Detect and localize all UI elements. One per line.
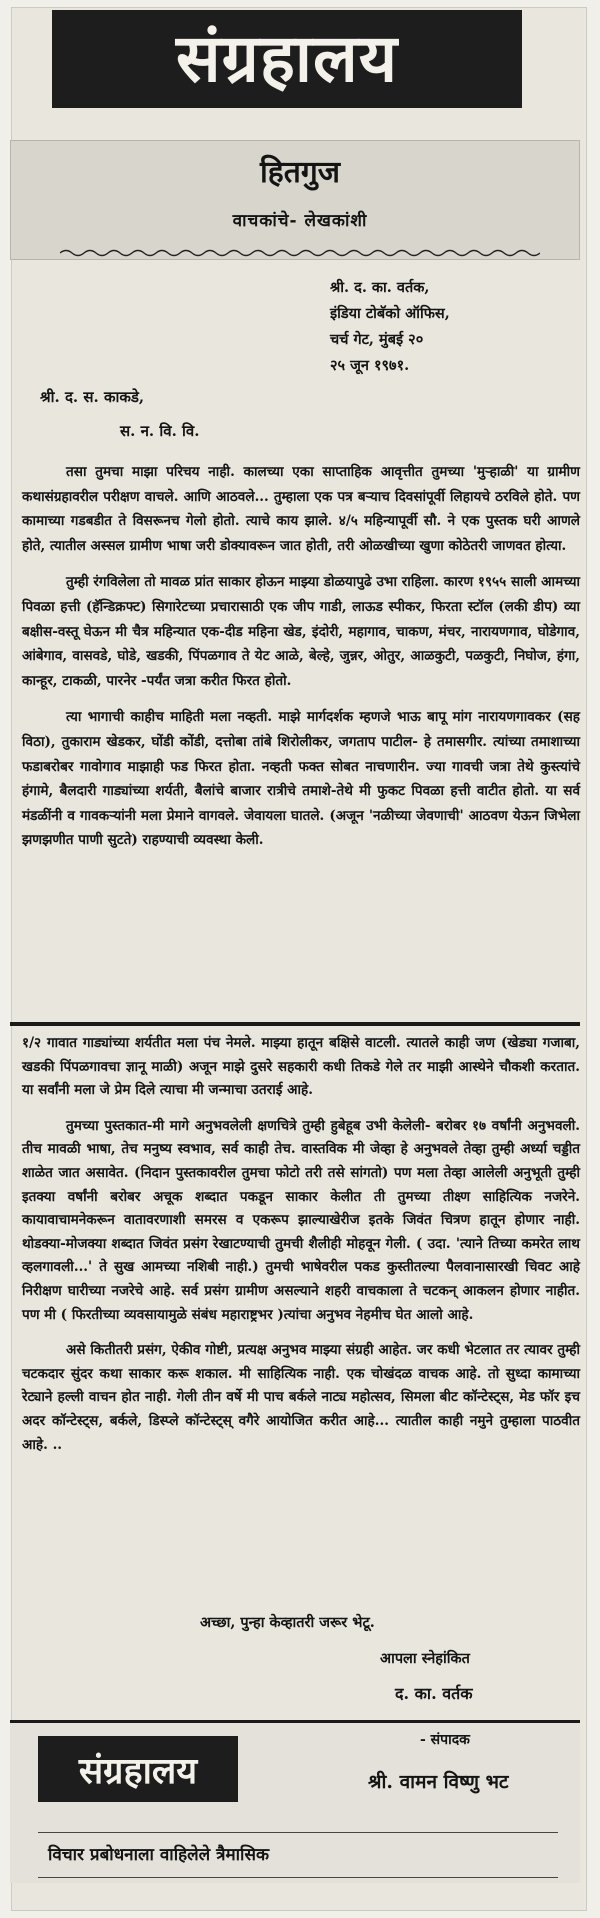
- sender-address: [330, 275, 580, 379]
- letter-paragraph: तुमच्या पुस्तकात-मी मागे अनुभवलेली क्षणचित्रे तुम्ही हुबेहूब उभी केलेली- बरोबर १७ वर्षांनी अनुभवली. तीच मावळी भाषा, तेच मनुष्य स्वभाव, सर्व काही तेच. वास्तविक मी जेव्हा हे अनुभवले तेव्हा तुम्ही अर्ध्या चड्डीत शाळेत जात असावेत. (निदान पुस्तकावरील तुमचा फोटो तरी तसे सांगतो) पण मला तेव्हा आलेली अनुभूती तुम्ही इतक्या वर्षांनी बरोबर अचूक शब्दात पकडून साकार केलीत ती तुमच्या तीक्ष्ण साहित्यिक नजरेने. कायावाचामनेकरून वातावरणाशी समरस व एकरूप झाल्याखेरीज इतके जिवंत चित्रण हातून होणार नाही. थोडक्या-मोजक्या शब्दात जिवंत प्रसंग रेखाटण्याची तुमची शैलीही मोहवून गेली. ( उदा. 'त्याने तिच्या कमरेत लाथ व्हलगावली...' ते सुख आमच्या नशिबी नाही.) तुमची भाषेवरील पकड कुस्तीतल्या पैलवानासारखी चिवट आहे निरीक्षण घारीच्या नजरेचे आहे. सर्व प्रसंग ग्रामीण असल्याने शहरी वाचकाला ते चटकन् आकलन होणार नाहीत. पण मी ( फिरतीच्या व्यवसायामुळे संबंध महाराष्ट्रभर )त्यांचा अनुभव नेहमीच घेत आलो आहे.: [22, 1117, 580, 1323]
- letter-body-part1: [22, 460, 580, 865]
- tagline: विचार प्रबोधनाला वाहिलेले त्रैमासिक: [48, 1845, 270, 1865]
- letter-paragraph: त्या भागाची काहीच माहिती मला नव्हती. माझे मार्गदर्शक म्हणजे भाऊ बापू मांग नारायणगावकर (सह विठा), तुकाराम खेडकर, घोंडी कोंडी, दत्तोबा तांबे शिरोलीकर, जगताप पाटील- हे तमासगीर. त्यांच्या तमाशाच्या फडाबरोबर गावोगाव माझाही फड फिरत होता. नव्हती फक्त सोबत नाचणारीन. ज्या गावची जत्रा तेथे कुस्त्यांचे हंगामे, बैलदारी गाड्यांच्या शर्यती, बैलांचे बाजार रात्रीचे तमाशे-तेथे मी फुकट पिवळा हत्ती वाटीत होतो. या सर्व मंडळींनी व गावकऱ्यांनी मला प्रेमाने वागवले. जेवायला घातले. (अजून 'नळीच्या जेवणाची' आठवण येऊन जिभेला झणझणीत पाणी सुटते) राहण्याची व्यवस्था केली.: [22, 709, 580, 849]
- salutation: [40, 380, 199, 448]
- sender-line: २५ जून १९७१.: [330, 357, 410, 374]
- decorative-wave-divider: [60, 248, 540, 258]
- editor-label: - संपादक: [420, 1732, 470, 1748]
- signature: द. का. वर्तक: [395, 1684, 473, 1703]
- sender-line: श्री. द. का. वर्तक,: [330, 279, 430, 296]
- column-subtitle: वाचकांचे- लेखकांशी: [232, 211, 368, 231]
- recipient-name: श्री. द. स. काकडे,: [40, 388, 145, 406]
- masthead-title: संग्रहालय: [175, 20, 398, 97]
- closing-regards: आपला स्नेहांकित: [380, 1650, 470, 1667]
- sender-line: इंडिया टोबॅको ऑफिस,: [330, 305, 450, 322]
- column-title: हितगुज: [260, 155, 340, 190]
- masthead-logo: [52, 10, 522, 108]
- letter-body-part2: [22, 1032, 580, 1469]
- letter-paragraph: १/२ गावात गाड्यांच्या शर्यतीत मला पंच नेमले. माझ्या हातून बक्षिसे वाटली. त्यातले काही जण (खेड्या गजाबा, खडकी पिंपळगावचा ज्ञानू माळी) अजून माझे दुसरे सहकारी कधी तिकडे गेले तर माझी आस्थेने चौकशी करतात. या सर्वांनी मला जे प्रेम दिले त्याचा मी जन्माचा उतराई आहे.: [22, 1035, 580, 1099]
- letter-paragraph: तुम्ही रंगविलेला तो मावळ प्रांत साकार होऊन माझ्या डोळयापुढे उभा राहिला. कारण १९५५ साली आमच्या पिवळा हत्ती (हॅन्डिक्रफ्ट) सिगारेटच्या प्रचारासाठी एक जीप गाडी, लाऊड स्पीकर, फिरता स्टॉल (लकी डीप) व्या बक्षीस-वस्तू घेऊन मी चैत्र महिन्यात एक-दीड महिना खेड, इंदोरी, महागाव, चाकण, मंचर, नारायणगाव, घोडेगाव, आंबेगाव, वासवडे, घोडे, खडकी, पिंपळगाव ते येट आळे, बेल्हे, जुन्नर, ओतुर, आळकुटी, पळकुटी, निघोज, हंगा, कान्हूर, टाकळी, पारनेर -पर्यंत जत्रा करीत फिरत होतो.: [22, 574, 580, 689]
- greeting: स. न. वि. वि.: [120, 422, 200, 440]
- editor-name: श्री. वामन विष्णु भट: [368, 1771, 509, 1793]
- clipping-divider: [10, 1022, 580, 1026]
- letter-paragraph: असे कितीतरी प्रसंग, ऐकीव गोष्टी, प्रत्यक्ष अनुभव माझ्या संग्रही आहेत. जर कधी भेटलात तर त्यावर तुम्ही चटकदार सुंदर कथा साकार करू शकाल. मी साहित्यिक नाही. एक चोखंदळ वाचक आहे. तो सुध्दा कामाच्या रेट्याने हल्ली वाचन होत नाही. गेली तीन वर्षे मी पाच बर्कले नाट्य महोत्सव, सिमला बीट कॉन्टेस्ट्स, मेड फॉर इच अदर कॉन्टेस्ट्स, बर्कले, डिस्प्ले कॉन्टेस्ट्स् वगैरे आयोजित करीत आहे... त्यातील काही नमुने तुम्हाला पाठवीत आहे. ..: [22, 1342, 580, 1453]
- footer-logo-text: संग्रहालय: [78, 1750, 198, 1792]
- letter-paragraph: तसा तुमचा माझा परिचय नाही. कालच्या एका साप्ताहिक आवृत्तीत तुमच्या 'मुऱ्हाळी' या ग्रामीण कथासंग्रहावरील परीक्षण वाचले. आणि आठवले... तुम्हाला एक पत्र बऱ्याच दिवसांपूर्वी लिहायचे ठरविले होते. पण कामाच्या गडबडीत ते विसरूनच गेलो होतो. त्याचे काय झाले. ४/५ महिन्यापूर्वी सौ. ने एक पुस्तक घरी आणले होते, त्यातील अस्सल ग्रामीण भाषा जरी डोक्यावरून जात होती, तरी ओळखीच्या खुणा कोठेतरी जाणवत होत्या.: [22, 464, 580, 554]
- closing-farewell: अच्छा, पुन्हा केव्हातरी जरूर भेटू.: [200, 1614, 375, 1631]
- sender-line: चर्च गेट, मुंबई २०: [330, 331, 424, 348]
- footer-logo: [38, 1736, 238, 1802]
